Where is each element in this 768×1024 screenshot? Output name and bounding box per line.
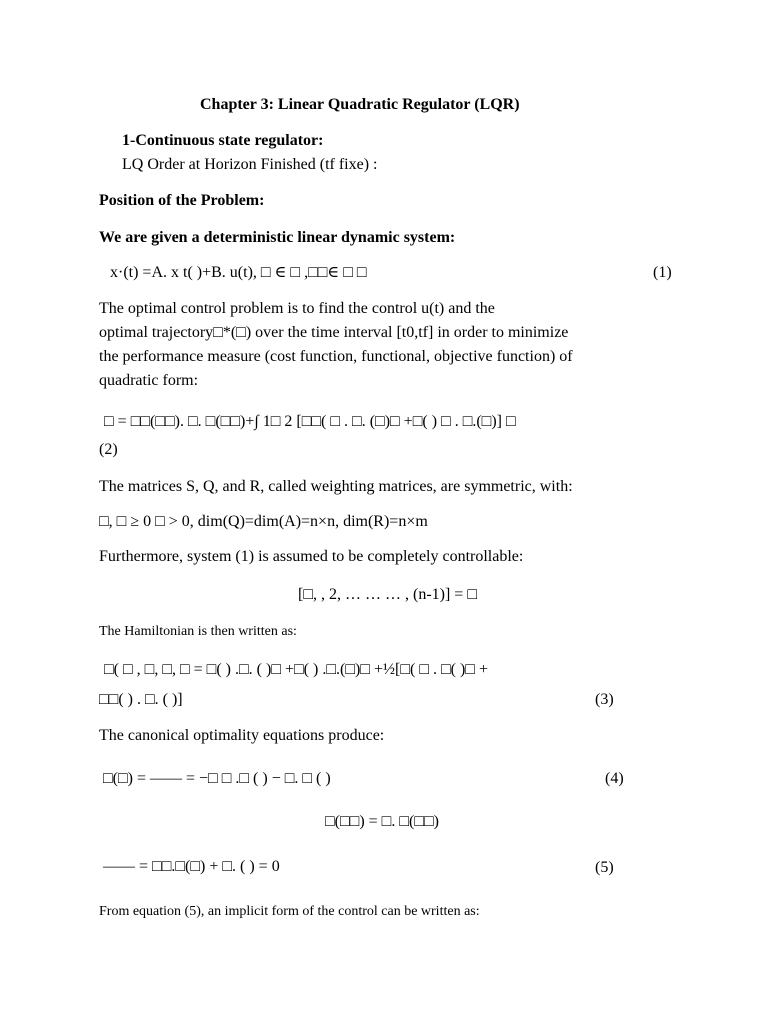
equation-2-number: (2) <box>99 441 118 458</box>
terminal-condition: □(□□) = □. □(□□) <box>325 813 439 830</box>
matrices-line: The matrices S, Q, and R, called weighting matrices, are symmetric, with: <box>99 478 573 495</box>
equation-1: x·(t) =A. x t( )+B. u(t), □ ∈ □ ,□□∈ □ □ <box>110 264 367 281</box>
canonical-intro: The canonical optimality equations produce: <box>99 727 385 744</box>
paragraph-1-line-4: quadratic form: <box>99 372 199 389</box>
paragraph-1-line-3: the performance measure (cost function, functional, objective function) of <box>99 348 573 365</box>
equation-3-number: (3) <box>595 691 614 708</box>
closing-line: From equation (5), an implicit form of the control can be written as: <box>99 904 480 919</box>
equation-4: □(□) = —— = −□ □ .□ ( ) − □. □ ( ) <box>103 770 331 787</box>
conditions-line: □, □ ≥ 0 □ > 0, dim(Q)=dim(A)=n×n, dim(R)=n×m <box>99 513 428 530</box>
equation-5-number: (5) <box>595 859 614 876</box>
subsection-line: LQ Order at Horizon Finished (tf fixe) : <box>122 156 378 173</box>
equation-2: □ = □□(□□). □. □(□□)+∫ 1□ 2 [□□( □ . □. (□)□ +□( ) □ . □.(□)] □ <box>104 413 516 430</box>
chapter-title: Chapter 3: Linear Quadratic Regulator (LQR) <box>200 96 520 113</box>
equation-3-line-1: □( □ , □, □, □ = □( ) .□. ( )□ +□( ) .□.(□)□ +½[□( □ . □( )□ + <box>104 661 488 678</box>
paragraph-1-line-1: The optimal control problem is to find the control u(t) and the <box>99 300 495 317</box>
position-heading: Position of the Problem: <box>99 192 265 209</box>
equation-3-line-2: □□( ) . □. ( )] <box>99 691 183 708</box>
controllability-matrix: [□, , 2, … … … , (n-1)] = □ <box>298 586 477 603</box>
controllable-line: Furthermore, system (1) is assumed to be completely controllable: <box>99 548 524 565</box>
equation-1-number: (1) <box>653 264 672 281</box>
paragraph-1-line-2: optimal trajectory□*(□) over the time interval [t0,tf] in order to minimize <box>99 324 569 341</box>
equation-4-number: (4) <box>605 770 624 787</box>
given-heading: We are given a deterministic linear dynamic system: <box>99 229 456 246</box>
section-heading: 1-Continuous state regulator: <box>122 132 324 149</box>
equation-5: —— = □□.□(□) + □. ( ) = 0 <box>103 858 280 875</box>
hamiltonian-intro: The Hamiltonian is then written as: <box>99 624 297 639</box>
